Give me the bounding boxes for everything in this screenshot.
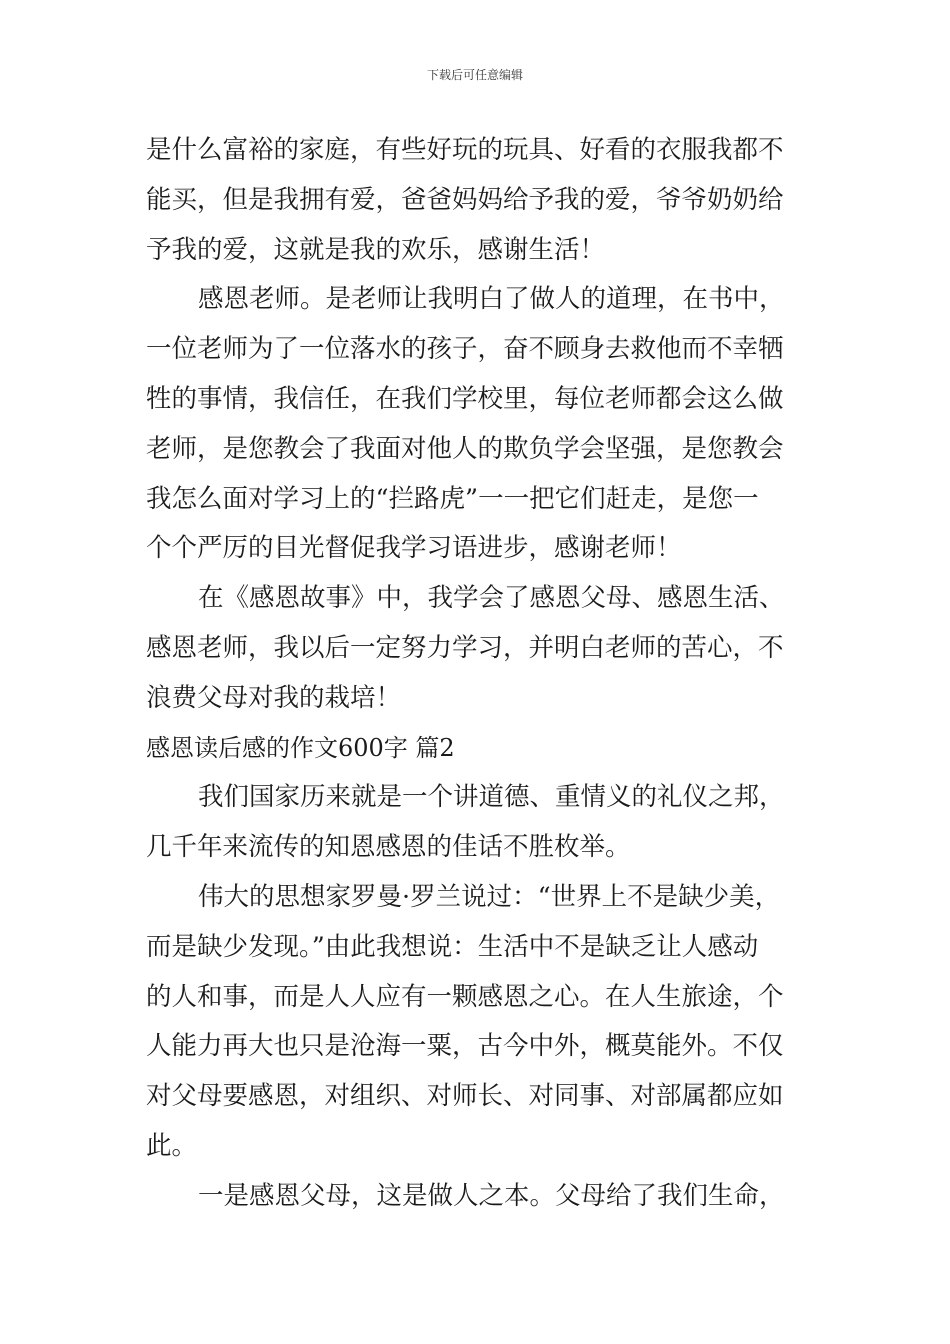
text-line: 一位老师为了一位落水的孩子，奋不顾身去救他而不幸牺 bbox=[146, 334, 784, 365]
paragraph-start-line: 伟大的思想家罗曼·罗兰说过：“世界上不是缺少美， bbox=[198, 881, 781, 912]
text-line: 是什么富裕的家庭，有些好玩的玩具、好看的衣服我都不 bbox=[146, 135, 784, 165]
paragraph-start-line: 我们国家历来就是一个讲道德、重情义的礼仪之邦， bbox=[198, 782, 785, 813]
paragraph-start-line: 在《感恩故事》中，我学会了感恩父母、感恩生活、 bbox=[198, 583, 785, 614]
text-line: 能买，但是我拥有爱，爸爸妈妈给予我的爱，爷爷奶奶给 bbox=[146, 184, 784, 215]
paragraph-start-line: 感恩老师。是老师让我明白了做人的道理，在书中， bbox=[198, 284, 785, 315]
text-line: 而是缺少发现。”由此我想说：生活中不是缺乏让人感动 bbox=[146, 931, 759, 962]
text-line: 人能力再大也只是沧海一粟，古今中外，概莫能外。不仅 bbox=[146, 1031, 784, 1062]
section-heading: 感恩读后感的作文600字 篇2 bbox=[146, 733, 455, 762]
text-line: 浪费父母对我的栽培！ bbox=[146, 682, 402, 713]
text-line: 牲的事情，我信任，在我们学校里，每位老师都会这么做 bbox=[146, 383, 784, 414]
text-line: 感恩老师，我以后一定努力学习，并明白老师的苦心，不 bbox=[146, 632, 784, 663]
paragraph-start-line: 一是感恩父母，这是做人之本。父母给了我们生命， bbox=[198, 1180, 785, 1211]
text-line: 予我的爱，这就是我的欢乐，感谢生活！ bbox=[146, 234, 606, 265]
text-line: 几千年来流传的知恩感恩的佳话不胜枚举。 bbox=[146, 832, 631, 863]
text-line: 此。 bbox=[146, 1130, 198, 1161]
text-line: 老师，是您教会了我面对他人的欺负学会坚强，是您教会 bbox=[146, 433, 784, 464]
text-line: 个个严厉的目光督促我学习语进步，感谢老师！ bbox=[146, 533, 682, 564]
page-header-note: 下载后可任意编辑 bbox=[426, 68, 523, 82]
document-body bbox=[146, 126, 826, 1222]
text-line: 对父母要感恩，对组织、对师长、对同事、对部属都应如 bbox=[146, 1081, 784, 1112]
text-line: 的人和事，而是人人应有一颗感恩之心。在人生旅途，个 bbox=[146, 981, 784, 1012]
text-line: 我怎么面对学习上的“拦路虎”一一把它们赶走，是您一 bbox=[146, 483, 759, 514]
